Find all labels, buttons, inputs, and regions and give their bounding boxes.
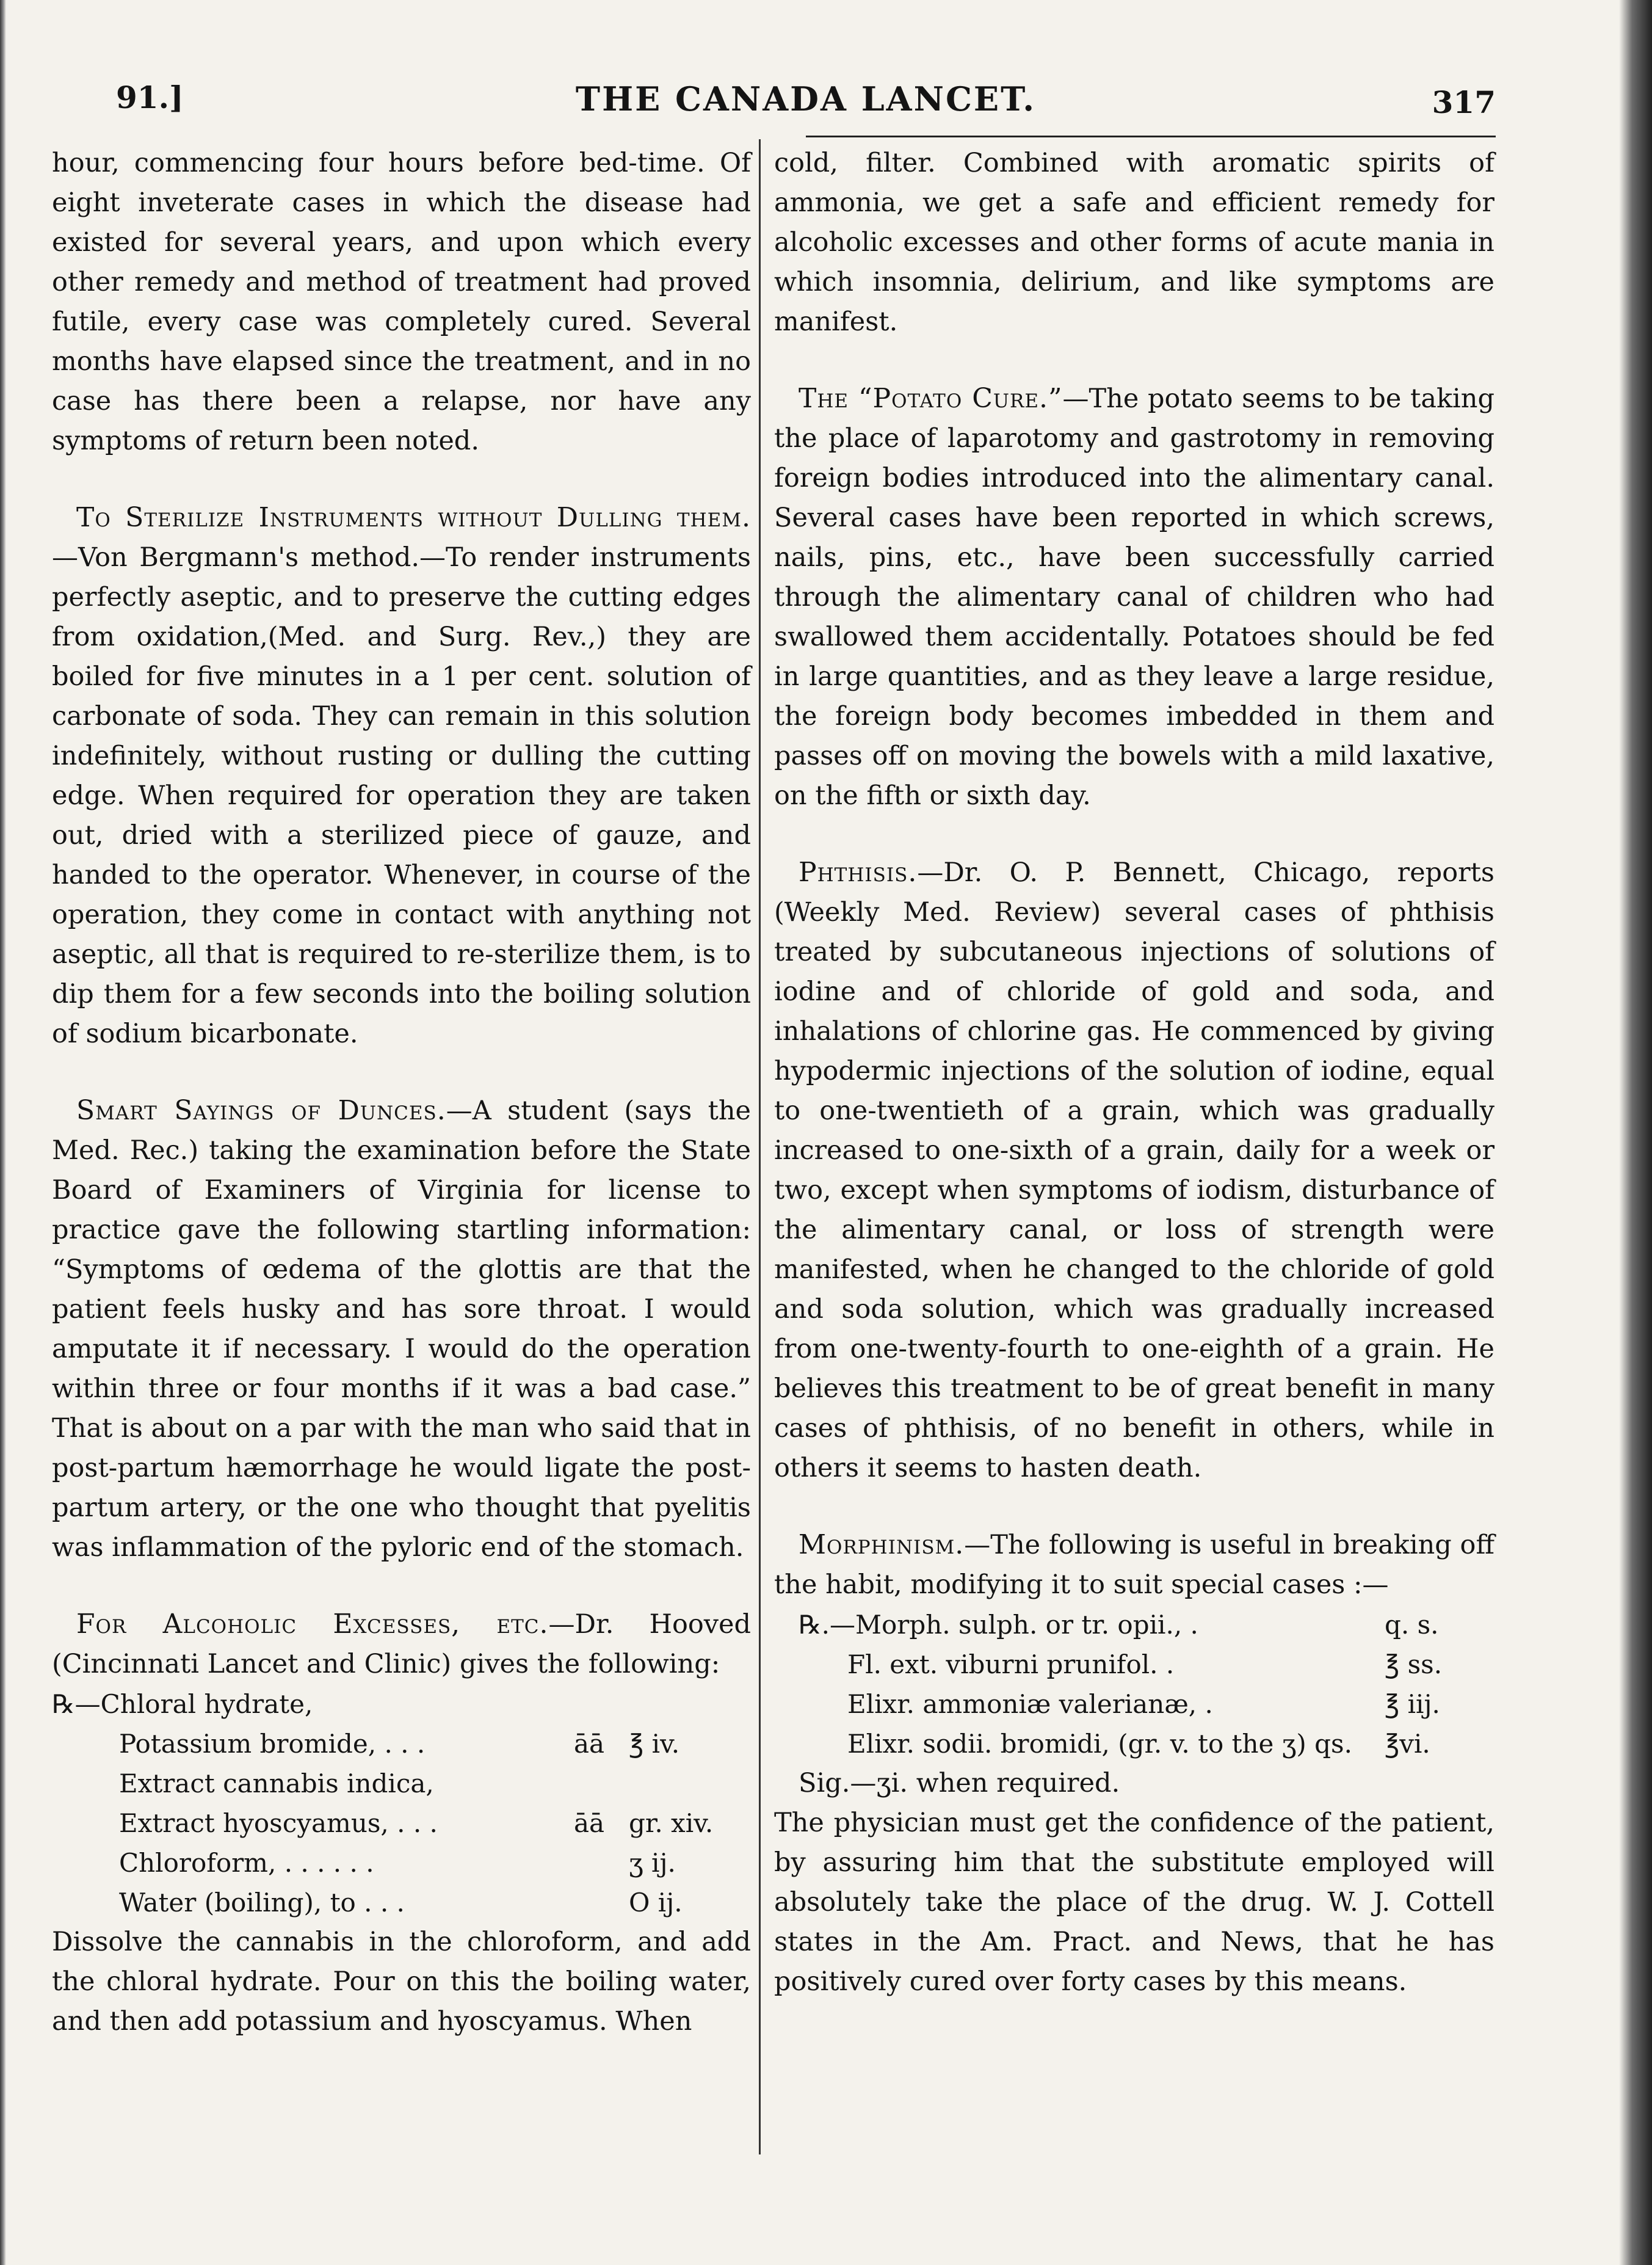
morphinism-text: —The following is useful in breaking off the habit, modifying it to suit special cases :— <box>774 1530 1494 1600</box>
dissolve-instructions: Dissolve the cannabis in the chloroform, and add the chloral hydrate. Pour on this the boiling water, and then add potassium and hyoscyamus. When <box>52 1927 751 2037</box>
rx-aa <box>574 1764 629 1803</box>
rx-quantity: ℥ iv. <box>629 1729 680 1759</box>
rx-aa <box>574 1843 629 1883</box>
rx-quantity: ℥vi. <box>1385 1729 1430 1759</box>
morphinism-heading: Morphinism. <box>799 1529 965 1560</box>
closing-paragraph: The physician must get the confidence of the patient, by assuring him that the substitute employed will absolutely take the place of the drug. W. J. Cottell states in the Am. Pract. and News, that he has positively cured over forty cases by this means. <box>774 1808 1494 1997</box>
volume-number: 91.] <box>116 79 184 115</box>
rx-quantity <box>629 1764 751 1803</box>
right-column <box>774 144 1494 2002</box>
rx-ingredient: Fl. ext. viburni prunifol. . <box>847 1649 1175 1679</box>
dunces-article <box>52 1091 751 1568</box>
rx-quantity: gr. xiv. <box>629 1808 714 1838</box>
potato-heading: The “Potato Cure.” <box>799 383 1063 414</box>
dunces-heading: Smart Sayings of Dunces. <box>76 1095 446 1126</box>
rx-aa: āā <box>574 1729 605 1759</box>
rx-aa <box>574 1684 629 1724</box>
rx-quantity: O ij. <box>629 1888 683 1918</box>
rx-ingredient: Chloroform, . . . . . . <box>119 1848 374 1878</box>
rx-ingredient: ℞—Chloral hydrate, <box>52 1689 313 1719</box>
rx-ingredient: Water (boiling), to . . . <box>119 1888 405 1918</box>
rx-ingredient: Extract cannabis indica, <box>119 1769 434 1798</box>
potato-text: —The potato seems to be taking the place of laparotomy and gastrotomy in removing foreign bodies introduced into the alimentary canal. Several cases have been reported in which screws, nails, pins, etc., have been successfully carried through the alimentary canal of children who had swallowed them accidentally. Potatoes should be fed in large quantities, and as they leave a large residue, the foreign body becomes imbedded in them and passes off on moving the bowels with a mild laxative, on the fifth or sixth day. <box>774 384 1494 811</box>
left-column <box>52 144 751 2041</box>
rx-ingredient: Elixr. sodii. bromidi, (gr. v. to the ʒ) qs. <box>847 1729 1352 1759</box>
alcoholic-heading: For Alcoholic Excesses, etc. <box>76 1609 549 1640</box>
morphinism-article <box>774 1525 1494 1605</box>
alcoholic-prescription <box>52 1684 751 1922</box>
header-rule <box>806 136 1496 137</box>
continued-paragraph: hour, commencing four hours before bed-time. Of eight inveterate cases in which the disease had existed for several years, and upon which every other remedy and method of treatment had proved futile, every case was completely cured. Several months have elapsed since the treatment, and in no case has there been a relapse, nor have any symptoms of return been noted. <box>52 148 751 456</box>
page-number: 317 <box>1432 84 1496 120</box>
rx-quantity: ℥ iij. <box>1385 1689 1440 1719</box>
phthisis-text: —Dr. O. P. Bennett, Chicago, reports (Weekly Med. Review) several cases of phthisis treated by subcutaneous injections of solutions of iodine and of chloride of gold and soda, and inhalations of chlorine gas. He commenced by giving hypodermic injections of the solution of iodine, equal to one-twentieth of a grain, which was gradually increased to one-sixth of a grain, daily for a week or two, except when symptoms of iodism, disturbance of the alimentary canal, or loss of strength were manifested, when he changed to the chloride of gold and soda solution, which was gradually increased from one-twenty-fourth to one-eighth of a grain. He believes this treatment to be of great benefit in many cases of phthisis, of no benefit in others, while in others it seems to hasten death. <box>774 857 1494 1483</box>
continued-paragraph: cold, filter. Combined with aromatic spirits of ammonia, we get a safe and efficient remedy for alcoholic excesses and other forms of acute mania in which insomnia, delirium, and like symptoms are manifest. <box>774 148 1494 337</box>
sterilize-article <box>52 498 751 1054</box>
rx-aa: āā <box>574 1808 605 1838</box>
column-divider <box>759 139 761 2154</box>
rx-quantity: ʒ ij. <box>629 1848 676 1878</box>
phthisis-article <box>774 853 1494 1488</box>
rx-ingredient: Extract hyoscyamus, . . . <box>119 1808 438 1838</box>
sterilize-heading: To Sterilize Instruments without Dulling them. <box>76 502 751 533</box>
morphinism-prescription <box>774 1605 1494 1764</box>
potato-article <box>774 379 1494 816</box>
rx-aa <box>574 1883 629 1922</box>
alcoholic-article <box>52 1604 751 1684</box>
dunces-text: —A student (says the Med. Rec.) taking the examination before the State Board of Examiners of Virginia for license to practice gave the following startling information: “Symptoms of œdema of the glottis are that the patient feels husky and has sore throat. I would amputate it if necessary. I would do the operation within three or four months if it was a bad case.” That is about on a par with the man who said that in post-partum hæmorrhage he would ligate the post-partum artery, or the one who thought that pyelitis was inflammation of the pyloric end of the stomach. <box>52 1096 751 1563</box>
sterilize-text: —Von Bergmann's method.—To render instruments perfectly aseptic, and to preserve the cutting edges from oxidation,(Med. and Surg. Rev.,) they are boiled for five minutes in a 1 per cent. solution of carbonate of soda. They can remain in this solution indefinitely, without rusting or dulling the cutting edge. When required for operation they are taken out, dried with a sterilized piece of gauze, and handed to the operator. Whenever, in course of the operation, they come in contact with anything not aseptic, all that is required to re-sterilize them, is to dip them for a few seconds into the boiling solution of sodium bicarbonate. <box>52 542 751 1049</box>
journal-title: THE CANADA LANCET. <box>575 79 1037 118</box>
rx-ingredient: ℞.—Morph. sulph. or tr. opii., . <box>799 1610 1198 1640</box>
rx-quantity <box>629 1684 751 1724</box>
rx-quantity: ℥ ss. <box>1385 1649 1443 1679</box>
rx-quantity: q. s. <box>1385 1610 1439 1640</box>
rx-ingredient: Potassium bromide, . . . <box>119 1729 426 1759</box>
alcoholic-text: —Dr. Hooved (Cincinnati Lancet and Clinic) gives the following: <box>52 1609 751 1679</box>
signa-line: Sig.—ʒi. when required. <box>799 1768 1120 1798</box>
running-header <box>116 79 1496 134</box>
page-edge-shadow <box>1619 0 1652 2265</box>
rx-ingredient: Elixr. ammoniæ valerianæ, . <box>847 1689 1213 1719</box>
binding-edge <box>0 0 6 2265</box>
phthisis-heading: Phthisis. <box>799 857 918 888</box>
